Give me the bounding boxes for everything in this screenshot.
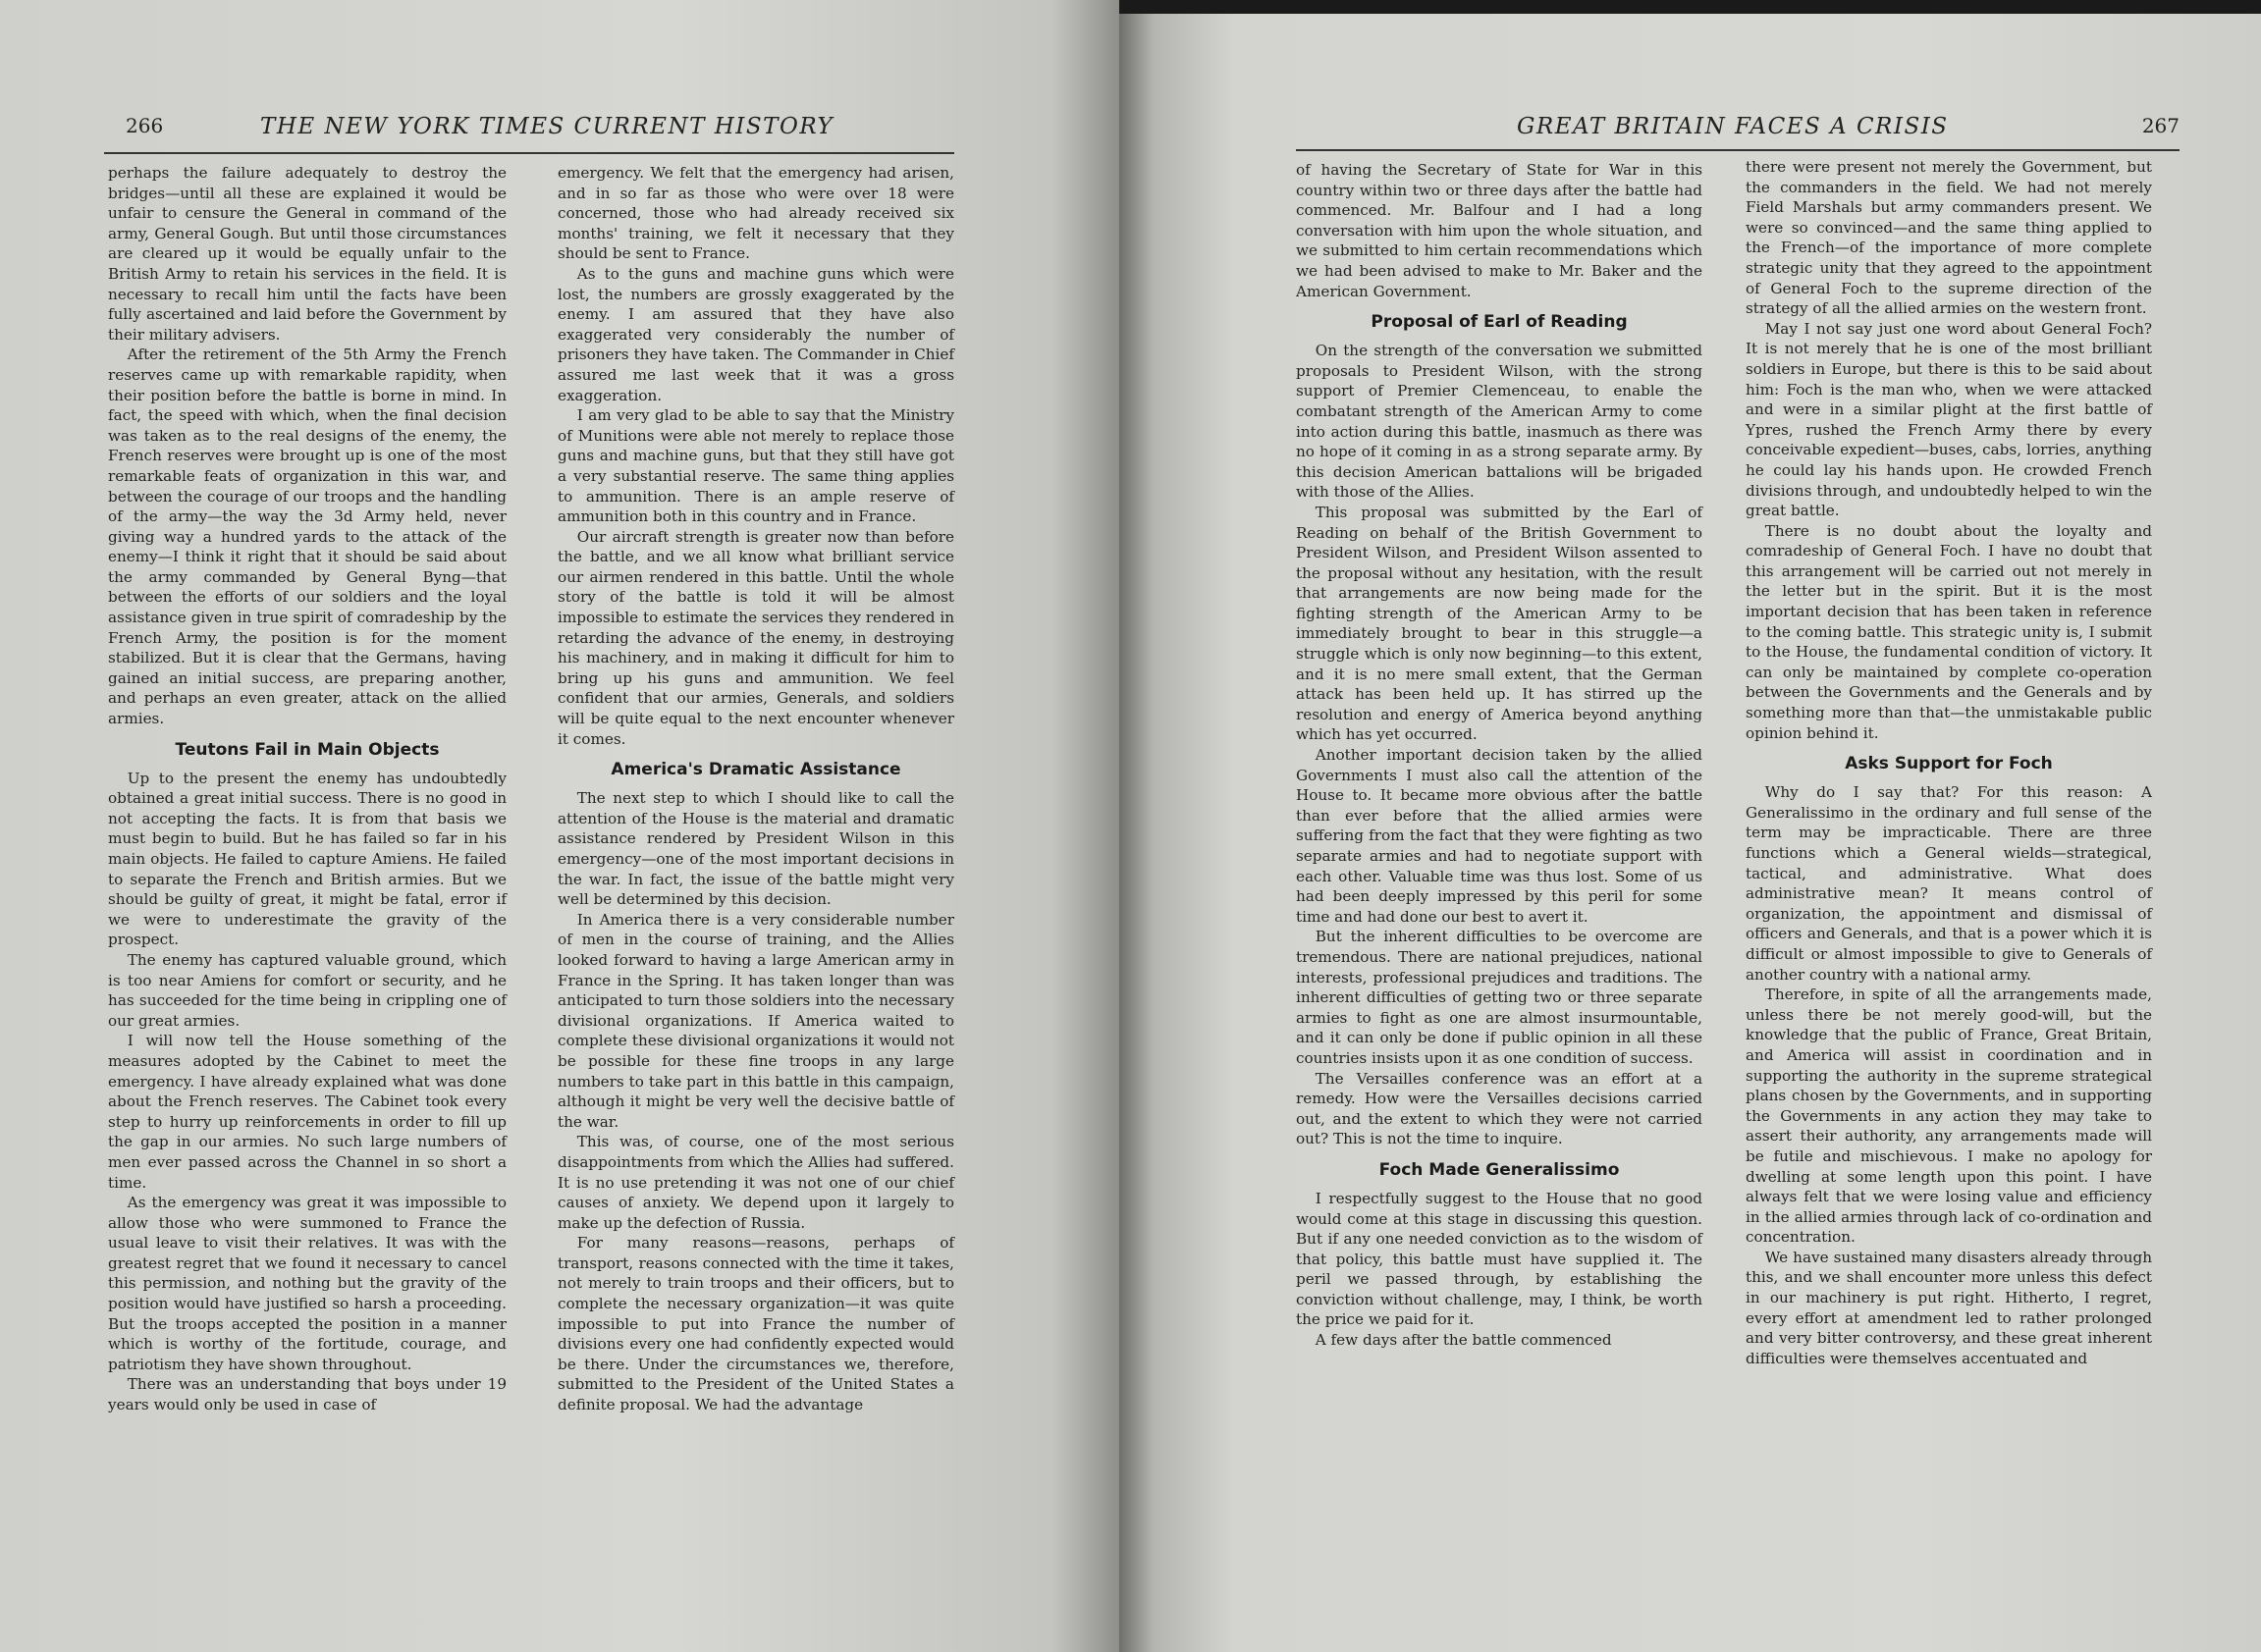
right-page [1119,0,2261,1652]
paragraph: But the inherent difficulties to be overcome are tremendous. There are national prejudices, national interests, professional prejudices and traditions. The inherent difficulties of getting two or three separate armies to fight as one are almost insurmountable, and it can only be done if public opinion in all these countries insists upon it as one condition of success. [1296,928,1702,1067]
header-rule [1296,149,2180,151]
column-2 [558,163,954,1415]
paragraph: Therefore, in spite of all the arrangements made, unless there be not merely good-will, but the knowledge that the public of France, Great Britain, and America will assist in coordination and in supporting the authority in the supreme strategical plans chosen by the Governments, and in supporting the Governments in any action they may take to assert their authority, any arrangements made will be futile and mischievous. I make no apology for dwelling at some length upon this point. I have always felt that we were losing value and efficiency in the allied armies through lack of co-ordination and concentration. [1746,986,2152,1247]
paragraph: As the emergency was great it was impossible to allow those who were summoned to France the usual leave to visit their relatives. It was with the greatest regret that we found it necessary to cancel this permission, and nothing but the gravity of the position would have justified so harsh a proceeding. But the troops accepted the position in a manner which is worthy of the fortitude, courage, and patriotism they have shown throughout. [108,1194,507,1373]
paragraph: The next step to which I should like to call the attention of the House is the material and dramatic assistance rendered by President Wilson in this emergency—one of the most important decisions in the war. In fact, the issue of the battle might very well be determined by this decision. [558,789,954,909]
paragraph: May I not say just one word about General Foch? It is not merely that he is one of the most brilliant soldiers in Europe, but there is this to be said about him: Foch is the man who, when we were attacked and were in a similar plight at the first battle of Ypres, rushed the French Army there by every conceivable expedient—buses, cabs, lorries, anything he could lay his hands upon. He crowded French divisions through, and undoubtedly helped to win the great battle. [1746,319,2152,520]
paragraph: emergency. We felt that the emergency had arisen, and in so far as those who were over 18 were concerned, those who had already received six months' training, we felt it necessary that they should be sent to France. [558,164,954,263]
paragraph: there were present not merely the Government, but the commanders in the field. We had not merely Field Marshals but army commanders present. We were so convinced—and the same thing applied to the French—of the importance of more complete strategic unity that they agreed to the appointment of General Foch to the supreme direction of the strategy of all the allied armies on the western front. [1746,158,2152,318]
left-running-head [126,114,960,153]
scan-edge [1119,0,2261,14]
page-number: 266 [126,114,164,137]
paragraph: The enemy has captured valuable ground, which is too near Amiens for comfort or security, and he has succeeded for the time being in crippling one of our great armies. [108,950,507,1030]
paragraph: In America there is a very considerable number of men in the course of training, and the Allies looked forward to having a large American army in France in the Spring. It has taken longer than was anticipated to turn those soldiers into the necessary divisional organizations. If America waited to complete these divisional organizations it would not be possible for these fine troops in any large numbers to take part in this battle in this campaign, although it might be very well the decisive battle of the war. [558,910,954,1131]
paragraph: I am very glad to be able to say that the Ministry of Munitions were able not merely to replace those guns and machine guns, but that they still have got a very substantial reserve. The same thing applies to ammunition. There is an ample reserve of ammunition both in this country and in France. [558,406,954,526]
left-page [0,0,1119,1652]
paragraph: A few days after the battle commenced [1315,1331,1612,1350]
running-title: GREAT BRITAIN FACES A CRISIS [1517,114,1949,139]
paragraph: Our aircraft strength is greater now than before the battle, and we all know what brilliant service our airmen rendered in this battle. Until the whole story of the battle is told it will be almost impossible to estimate the services they rendered in retarding the advance of the enemy, in destroying his machinery, and in making it difficult for him to bring up his guns and ammunition. We feel confident that our armies, Generals, and soldiers will be quite equal to the next encounter whenever it comes. [558,527,954,748]
right-running-head [1296,114,2180,153]
section-heading: Foch Made Generalissimo [1378,1159,1620,1180]
page-number: 267 [2141,114,2180,137]
column-3 [1296,160,1702,1351]
section-heading: Proposal of Earl of Reading [1371,312,1628,333]
section-heading: Teutons Fail in Main Objects [175,739,440,760]
paragraph: I respectfully suggest to the House that no good would come at this stage in discussing this question. But if any one needed conviction as to the wisdom of that policy, this battle must have supplied it. The peril we passed through, by establishing the conviction without challenge, may, I think, be worth the price we paid for it. [1296,1189,1702,1329]
column-1 [108,163,507,1415]
paragraph: For many reasons—reasons, perhaps of transport, reasons connected with the time it takes, not merely to train troops and their officers, but to complete the necessary organization—it was quite impossible to put into France the number of divisions every one had confidently expected would be there. Under the circumstances we, therefore, submitted to the President of the United States a definite proposal. We had the advantage [558,1234,954,1414]
paragraph: This proposal was submitted by the Earl of Reading on behalf of the British Government to President Wilson, and President Wilson assented to the proposal without any hesitation, with the result that arrangements are now being made for the fighting strength of the American Army to be immediately brought to bear in this struggle—a struggle which is only now beginning—to this extent, and it is no mere small extent, that the German attack has been held up. It has stirred up the resolution and energy of America beyond anything which has yet occurred. [1296,503,1702,744]
header-rule [104,152,954,154]
paragraph: There is no doubt about the loyalty and comradeship of General Foch. I have no doubt that this arrangement will be carried out not merely in the letter but in the spirit. But it is the most important decision that has been taken in reference to the coming battle. This strategic unity is, I submit to the House, the fundamental condition of victory. It can only be maintained by complete co-operation between the Governments and the Generals and by something more than that—the unmistakable public opinion behind it. [1746,521,2152,742]
paragraph: After the retirement of the 5th Army the French reserves came up with remarkable rapidity, when their position before the battle is borne in mind. In fact, the speed with which, when the final decision was taken as to the real designs of the enemy, the French reserves were brought up is one of the most remarkable feats of organization in this war, and between the courage of our troops and the handling of the army—the way the 3d Army held, never giving way a hundred yards to the attack of the enemy—I think it right that it should be said about the army commanded by General Byng—that between the efforts of our soldiers and the loyal assistance given in true spirit of comradeship by the French Army, the position is for the moment stabilized. But it is clear that the Germans, having gained an initial success, are preparing another, and perhaps an even greater, attack on the allied armies. [108,346,507,728]
paragraph: On the strength of the conversation we submitted proposals to President Wilson, with the strong support of Premier Clemenceau, to enable the combatant strength of the American Army to come into action during this battle, inasmuch as there was no hope of it coming in as a strong separate army. By this decision American battalions will be brigaded with those of the Allies. [1296,342,1702,502]
section-heading: America's Dramatic Assistance [611,760,901,780]
paragraph: Why do I say that? For this reason: A Generalissimo in the ordinary and full sense of the term may be impracticable. There are three functions which a General wields—strategical, tactical, and administrative. What does administrative mean? It means control of organization, the appointment and dismissal of officers and Generals, and that is a power which it is difficult or almost impossible to give to Generals of another country with a national army. [1746,783,2152,984]
paragraph: This was, of course, one of the most serious disappointments from which the Allies had suffered. It is no use pretending it was not one of our chief causes of anxiety. We depend upon it largely to make up the defection of Russia. [558,1133,954,1232]
paragraph: As to the guns and machine guns which were lost, the numbers are grossly exaggerated by the enemy. I am assured that they have also exaggerated very considerably the number of prisoners they have taken. The Commander in Chief assured me last week that it was a gross exaggeration. [558,264,954,404]
paragraph: Another important decision taken by the allied Governments I must also call the attention of the House to. It became more obvious after the battle than ever before that the allied armies were suffering from the fact that they were fighting as two separate armies and had to negotiate support with each other. Valuable time was thus lost. Some of us had been deeply impressed by this peril for some time and had done our best to avert it. [1296,746,1702,926]
running-title: THE NEW YORK TIMES CURRENT HISTORY [260,114,834,139]
paragraph: of having the Secretary of State for War in this country within two or three days after the battle had commenced. Mr. Balfour and I had a long conversation with him upon the whole situation, and we submitted to him certain recommendations which we had been advised to make to Mr. Baker and the American Government. [1296,161,1702,300]
paragraph: Up to the present the enemy has undoubtedly obtained a great initial success. There is no good in not accepting the facts. It is from that basis we must begin to build. But he has failed so far in his main objects. He failed to capture Amiens. He failed to separate the French and British armies. But we should be guilty of great, it might be fatal, error if we were to underestimate the gravity of the prospect. [108,769,507,949]
paragraph: The Versailles conference was an effort at a remedy. How were the Versailles decisions carried out, and the extent to which they were not carried out? This is not the time to inquire. [1296,1069,1702,1148]
paragraph: There was an understanding that boys under 19 years would only be used in case of [108,1375,507,1414]
paragraph: perhaps the failure adequately to destroy the bridges—until all these are explained it would be unfair to censure the General in command of the army, General Gough. But until those circumstances are cleared up it would be equally unfair to the British Army to retain his services in the field. It is necessary to recall him until the facts have been fully ascertained and laid before the Government by their military advisers. [108,164,507,344]
section-heading: Asks Support for Foch [1845,754,2053,774]
paragraph: I will now tell the House something of the measures adopted by the Cabinet to meet the emergency. I have already explained what was done about the French reserves. The Cabinet took every step to hurry up reinforcements in order to fill up the gap in our armies. No such large numbers of men ever passed across the Channel in so short a time. [108,1032,507,1192]
column-4 [1746,157,2152,1368]
paragraph: We have sustained many disasters already through this, and we shall encounter more unless this defect in our machinery is put right. Hitherto, I regret, every effort at amendment led to rather prolonged and very bitter controversy, and these great inherent difficulties were themselves accentuated and [1746,1248,2152,1367]
